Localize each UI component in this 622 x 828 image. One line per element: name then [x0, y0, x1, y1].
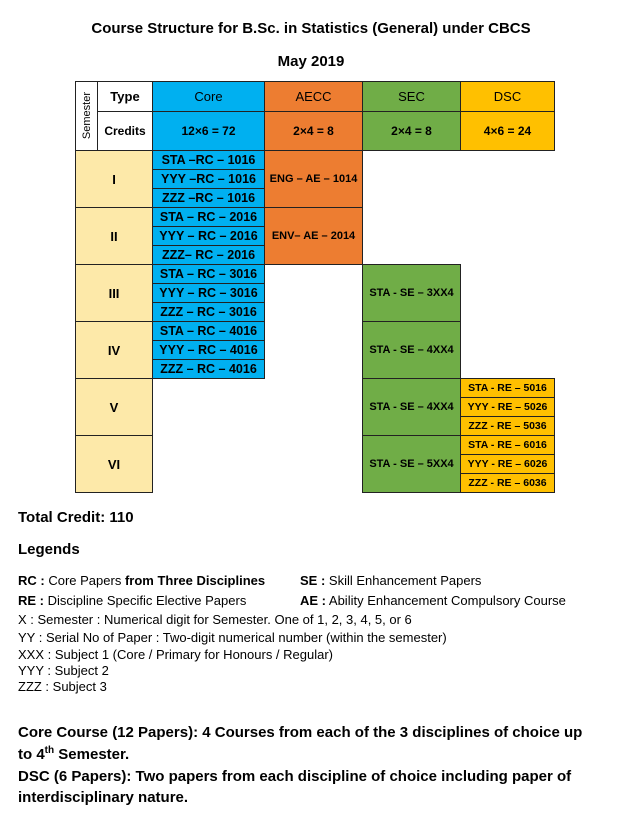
dsc-paper: ZZZ - RE – 6036: [460, 473, 555, 493]
core-paper: STA – RC – 3016: [152, 264, 265, 284]
core-paper: YYY – RC – 3016: [152, 283, 265, 303]
legends-heading: Legends: [18, 541, 80, 558]
semester-6-label: VI: [75, 435, 153, 493]
aecc-paper: ENG – AE – 1014: [264, 150, 363, 208]
dsc-paper: YYY - RE – 6026: [460, 454, 555, 474]
legend-ae: [300, 593, 566, 608]
dsc-paper: STA - RE – 5016: [460, 378, 555, 398]
sec-paper: STA - SE – 4XX4: [362, 378, 461, 436]
core-paper: YYY – RC – 4016: [152, 340, 265, 360]
core-paper: STA – RC – 4016: [152, 321, 265, 341]
type-header: Type: [97, 81, 153, 112]
column-credits-dsc: 4×6 = 24: [460, 111, 555, 151]
column-header-sec: SEC: [362, 81, 461, 112]
core-paper: ZZZ– RC – 2016: [152, 245, 265, 265]
semester-5-label: V: [75, 378, 153, 436]
dsc-paper: STA - RE – 6016: [460, 435, 555, 455]
page-title: Course Structure for B.Sc. in Statistics (General) under CBCS: [91, 20, 531, 37]
core-paper: ZZZ – RC – 4016: [152, 359, 265, 379]
legend-re: [18, 593, 246, 608]
core-paper: STA –RC – 1016: [152, 150, 265, 170]
legend-re-key: RE :: [18, 593, 44, 608]
column-credits-aecc: 2×4 = 8: [264, 111, 363, 151]
column-header-core: Core: [152, 81, 265, 112]
total-credit: Total Credit: 110: [18, 509, 134, 526]
legend-ae-text: Ability Enhancement Compulsory Course: [328, 593, 566, 608]
legend-rc-text-a: Core Papers: [48, 573, 122, 588]
legend-se-text: Skill Enhancement Papers: [328, 573, 482, 588]
column-header-aecc: AECC: [264, 81, 363, 112]
semester-1-label: I: [75, 150, 153, 208]
core-paper: YYY – RC – 2016: [152, 226, 265, 246]
semester-3-label: III: [75, 264, 153, 322]
legend-rc-text-b: from Three Disciplines: [124, 573, 266, 588]
core-paper: YYY –RC – 1016: [152, 169, 265, 189]
core-note-line1: Core Course (12 Papers): 4 Courses from each of the 3 disciplines of choice up: [18, 724, 583, 741]
legend-yyy: YYY : Subject 2: [18, 663, 109, 678]
legend-yy: YY : Serial No of Paper : Two-digit numerical number (within the semester): [18, 630, 447, 645]
legend-se: [300, 573, 481, 588]
legend-rc-key: RC :: [18, 573, 45, 588]
semester-header-label: Semester: [80, 92, 93, 140]
legend-x: X : Semester : Numerical digit for Semester. One of 1, 2, 3, 4, 5, or 6: [18, 612, 412, 627]
sec-paper: STA - SE – 5XX4: [362, 435, 461, 493]
column-header-dsc: DSC: [460, 81, 555, 112]
legend-se-key: SE :: [300, 573, 326, 588]
core-note-sup: th: [44, 745, 55, 756]
legend-xxx: XXX : Subject 1 (Core / Primary for Honours / Regular): [18, 647, 334, 662]
credits-header: Credits: [97, 111, 153, 151]
page-date: May 2019: [277, 53, 345, 70]
dsc-paper: YYY - RE – 5026: [460, 397, 555, 417]
semester-4-label: IV: [75, 321, 153, 379]
legend-rc: [18, 573, 265, 588]
core-note-line2: [18, 745, 129, 763]
semester-2-label: II: [75, 207, 153, 265]
dsc-note-line2: interdisciplinary nature.: [18, 789, 189, 806]
legend-re-text: Discipline Specific Elective Papers: [47, 593, 247, 608]
sec-paper: STA - SE – 4XX4: [362, 321, 461, 379]
core-note-pre: to 4: [18, 746, 45, 763]
sec-paper: STA - SE – 3XX4: [362, 264, 461, 322]
dsc-paper: ZZZ - RE – 5036: [460, 416, 555, 436]
column-credits-core: 12×6 = 72: [152, 111, 265, 151]
core-paper: ZZZ –RC – 1016: [152, 188, 265, 208]
semester-header: [75, 81, 98, 151]
core-paper: STA – RC – 2016: [152, 207, 265, 227]
core-note-post: Semester.: [54, 746, 130, 763]
column-credits-sec: 2×4 = 8: [362, 111, 461, 151]
aecc-paper: ENV– AE – 2014: [264, 207, 363, 265]
core-paper: ZZZ – RC – 3016: [152, 302, 265, 322]
dsc-note-line1: DSC (6 Papers): Two papers from each discipline of choice including paper of: [18, 768, 572, 785]
legend-ae-key: AE :: [300, 593, 326, 608]
legend-zzz: ZZZ : Subject 3: [18, 679, 107, 694]
